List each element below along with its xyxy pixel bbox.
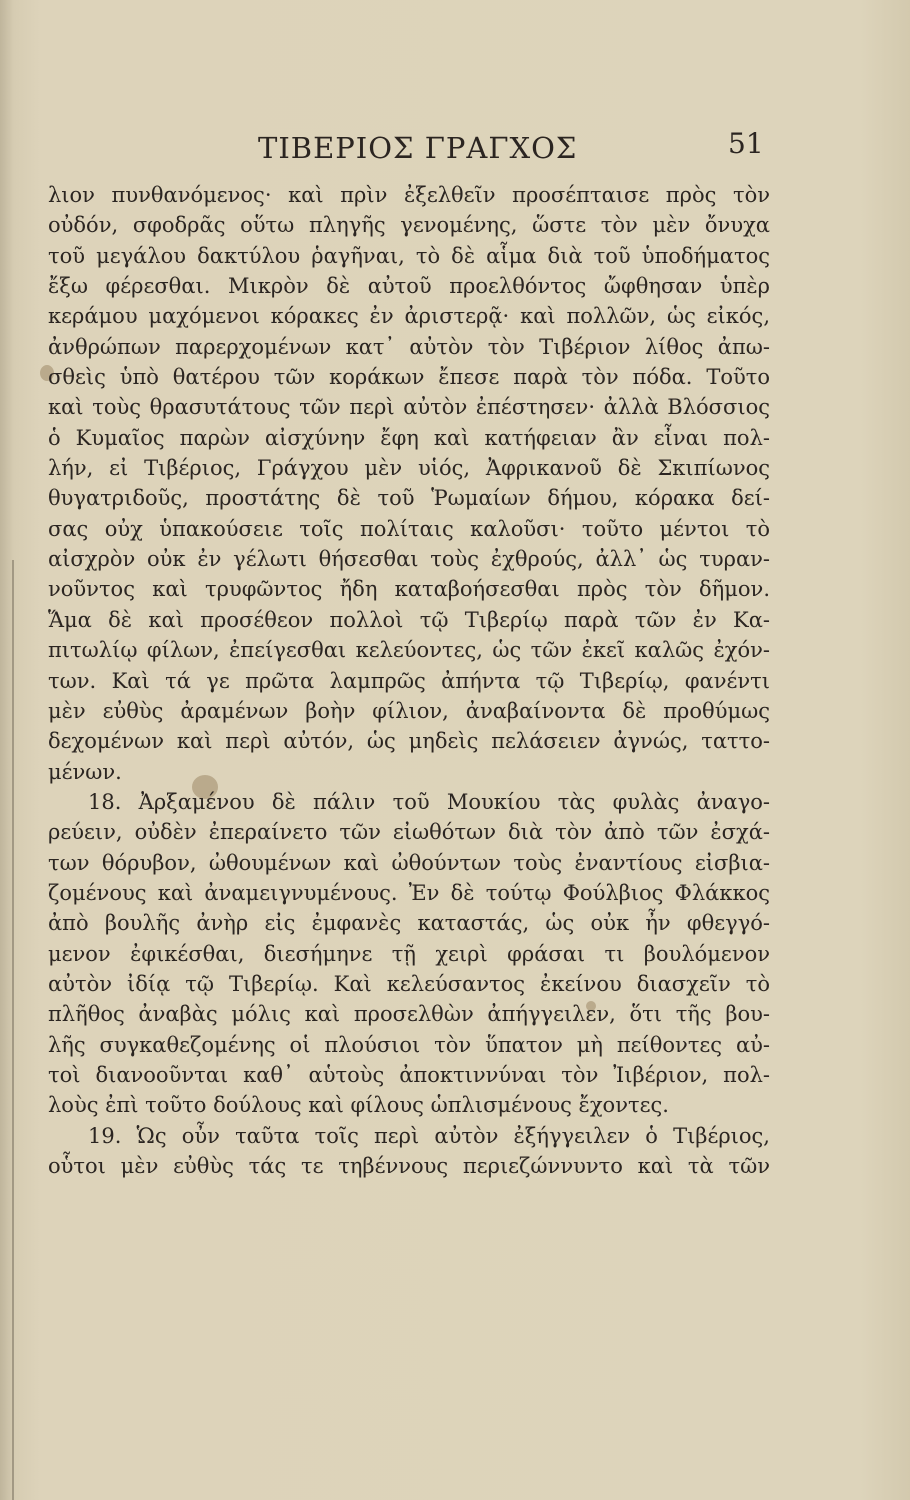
text-line: ἀπὸ βουλῆς ἀνὴρ εἰς ἐμφανὲς καταστάς, ὡς οὐκ ἦν φθεγγό- (48, 911, 770, 936)
running-title: ΤΙΒΕΡΙΟΣ ΓΡΑΓΧΟΣ (258, 131, 578, 165)
text-line: τοὶ διανοοῦνται καθ᾽ αὑτοὺς ἀποκτιννύναι τὸν Ἰιβέριον, πολ- (48, 1062, 770, 1087)
text-line: τοῦ μεγάλου δακτύλου ῥαγῆναι, τὸ δὲ αἷμα διὰ τοῦ ὑποδήματος (48, 243, 770, 268)
text-line: νοῦντος καὶ τρυφῶντος ἤδη καταβοήσεσθαι πρὸς τὸν δῆμον. (48, 577, 770, 602)
text-line: σας οὐχ ὑπακούσειε τοῖς πολίταις καλοῦσι· τοῦτο μέντοι τὸ (48, 516, 770, 541)
text-line: λήν, εἰ Τιβέριος, Γράγχου μὲν υἱός, Ἀφρικανοῦ δὲ Σκιπίωνος (48, 456, 770, 481)
text-line: ὁ Κυμαῖος παρὼν αἰσχύνην ἔφη καὶ κατήφειαν ἂν εἶναι πολ- (48, 425, 770, 450)
text-line: καὶ τοὺς θρασυτάτους τῶν περὶ αὐτὸν ἐπέστησεν· ἀλλὰ Βλόσσιος (48, 395, 770, 420)
text-line: των θόρυβον, ὠθουμένων καὶ ὠθούντων τοὺς ἐναντίους εἰσβια- (48, 850, 770, 875)
text-line: οὐδόν, σφοδρᾶς οὕτω πληγῆς γενομένης, ὥστε τὸν μὲν ὄνυχα (48, 213, 770, 238)
text-line: οὗτοι μὲν εὐθὺς τάς τε τηβέννους περιεζώννυντο καὶ τὰ τῶν (48, 1154, 770, 1178)
body-text (48, 180, 770, 1181)
text-line: μὲν εὐθὺς ἀραμένων βοὴν φίλιον, ἀναβαίνοντα δὲ προθύμως (48, 698, 770, 723)
text-line: κεράμου μαχόμενοι κόρακες ἐν ἀριστερᾷ· καὶ πολλῶν, ὡς εἰκός, (48, 304, 770, 329)
text-line: λῆς συγκαθεζομένης οἱ πλούσιοι τὸν ὕπατον μὴ πείθοντες αὐ- (48, 1032, 770, 1057)
text-line: μενον ἐφικέσθαι, διεσήμηνε τῇ χειρὶ φράσαι τι βουλόμενον (48, 941, 770, 966)
text-line: των. Καὶ τά γε πρῶτα λαμπρῶς ἀπήντα τῷ Τιβερίῳ, φανέντι (48, 668, 770, 693)
text-line: ρεύειν, οὐδὲν ἐπεραίνετο τῶν εἰωθότων διὰ τὸν ἀπὸ τῶν ἐσχά- (48, 820, 770, 845)
text-line: λιον πυνθανόμενος· καὶ πρὶν ἐξελθεῖν προσέπταισε πρὸς τὸν (48, 183, 770, 207)
text-line: ἀνθρώπων παρερχομένων κατ᾽ αὐτὸν τὸν Τιβέριον λίθος ἀπω- (48, 334, 770, 359)
text-line: λοὺς ἐπὶ τοῦτο δούλους καὶ φίλους ὡπλισμένους ἔχοντες. (48, 1093, 669, 1118)
text-line: θυγατριδοῦς, προστάτης δὲ τοῦ Ῥωμαίων δήμου, κόρακα δεί- (48, 486, 770, 511)
page-gutter-shadow (12, 560, 14, 1500)
text-line: αὐτὸν ἰδίᾳ τῷ Τιβερίῳ. Καὶ κελεύσαντος ἐκείνου διασχεῖν τὸ (48, 971, 770, 996)
text-line: μένων. (48, 759, 122, 784)
text-line: αἰσχρὸν οὐκ ἐν γέλωτι θήσεσθαι τοὺς ἐχθρούς, ἀλλ᾽ ὡς τυραν- (48, 547, 770, 572)
text-line: Ἅμα δὲ καὶ προσέθεον πολλοὶ τῷ Τιβερίῳ παρὰ τῶν ἐν Κα- (48, 607, 770, 632)
page-number: 51 (728, 127, 764, 160)
text-line: ἔξω φέρεσθαι. Μικρὸν δὲ αὐτοῦ προελθόντος ὤφθησαν ὑπὲρ (48, 274, 770, 299)
text-line: πλῆθος ἀναβὰς μόλις καὶ προσελθὼν ἀπήγγειλεν, ὅτι τῆς βου- (48, 1002, 770, 1027)
text-line: πιτωλίῳ φίλων, ἐπείγεσθαι κελεύοντες, ὡς τῶν ἐκεῖ καλῶς ἐχόν- (48, 638, 770, 663)
section-start-line: 19. Ὡς οὖν ταῦτα τοῖς περὶ αὐτὸν ἐξήγγειλεν ὁ Τιβέριος, (88, 1123, 770, 1148)
text-line: ζομένους καὶ ἀναμειγνυμένους. Ἐν δὲ τούτῳ Φούλβιος Φλάκκος (48, 880, 770, 905)
section-start-line: 18. Ἀρξαμένου δὲ πάλιν τοῦ Μουκίου τὰς φυλὰς ἀναγο- (88, 789, 770, 814)
text-line: σθεὶς ὑπὸ θατέρου τῶν κοράκων ἔπεσε παρὰ τὸν πόδα. Τοῦτο (48, 365, 770, 390)
running-header (0, 125, 910, 165)
text-line: δεχομένων καὶ περὶ αὐτόν, ὡς μηδεὶς πελάσειεν ἀγνώς, ταττο- (48, 729, 770, 754)
